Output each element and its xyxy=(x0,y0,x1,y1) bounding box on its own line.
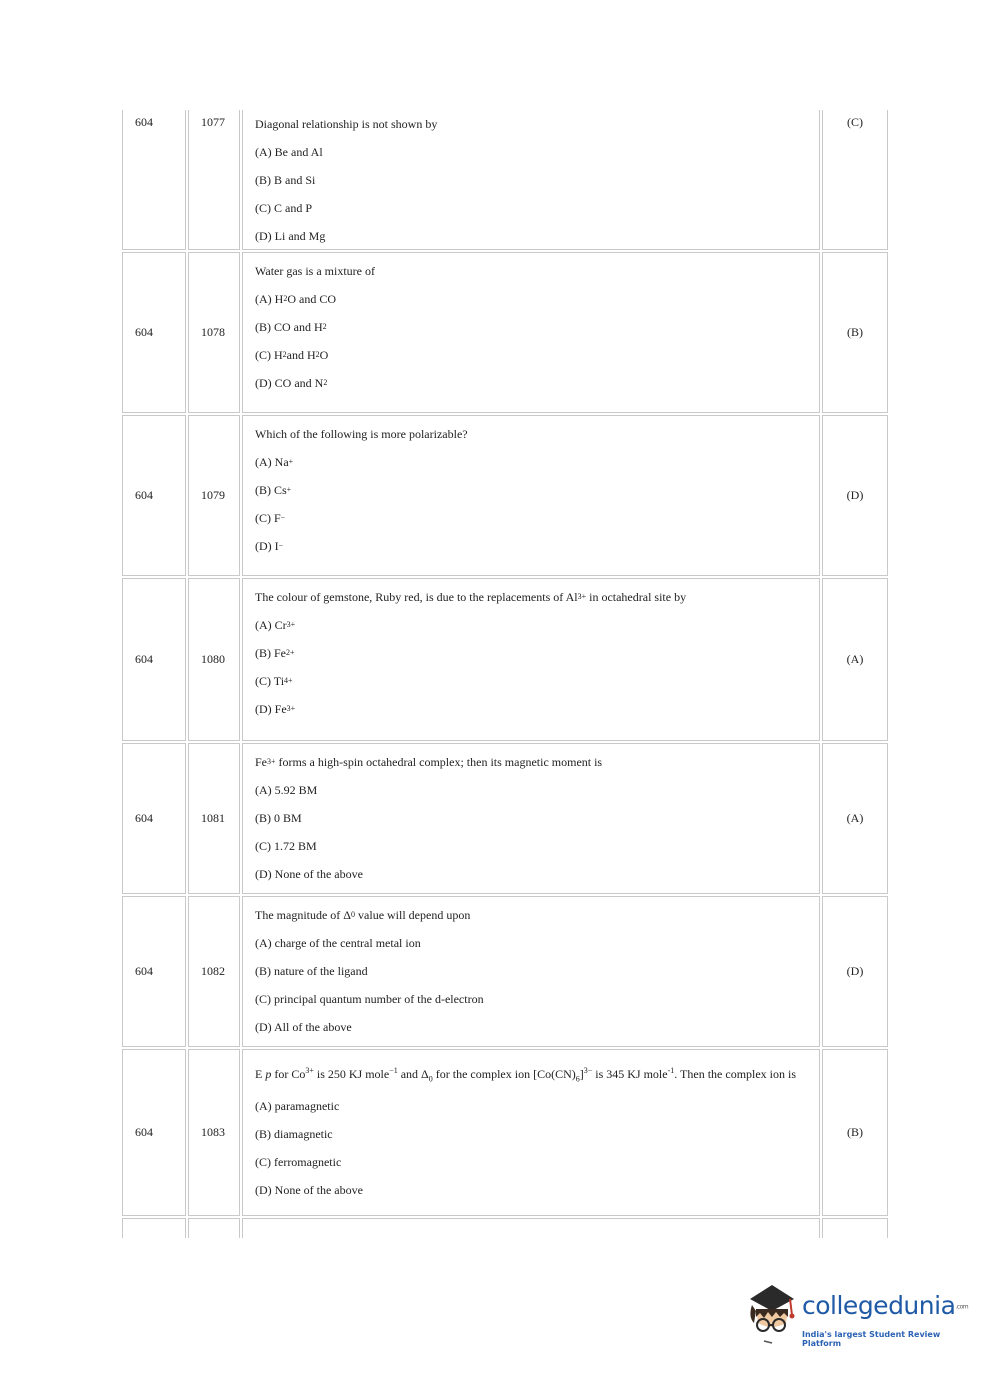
question-number: 1081 xyxy=(188,743,240,894)
answer: (D) xyxy=(822,415,888,576)
table-cell xyxy=(122,1218,186,1238)
answer: (C) xyxy=(822,110,888,250)
option: (C) ferromagnetic xyxy=(255,1154,342,1169)
question-cell xyxy=(242,110,820,250)
paper-code: 604 xyxy=(122,110,186,250)
option: (C) F − xyxy=(255,510,286,525)
question-text: Water gas is a mixture of xyxy=(255,263,375,278)
paper-code: 604 xyxy=(122,252,186,413)
option: (D) CO and N 2 xyxy=(255,375,328,390)
table-cell xyxy=(188,1218,240,1238)
table-cell xyxy=(242,1218,820,1238)
question-cell xyxy=(242,415,820,576)
question-cell xyxy=(242,743,820,894)
brand-name: collegedunia.com xyxy=(802,1291,969,1320)
table-row xyxy=(122,1049,886,1216)
table-cell xyxy=(822,1218,888,1238)
option: (D) Fe 3+ xyxy=(255,701,296,716)
question-text: The colour of gemstone, Ruby red, is due to the replacements of Al 3+ in octahedral site by xyxy=(255,589,687,604)
option: (B) nature of the ligand xyxy=(255,963,368,978)
question-cell xyxy=(242,896,820,1047)
question-text: Which of the following is more polarizable? xyxy=(255,426,468,441)
option: (D) None of the above xyxy=(255,1182,363,1197)
option: (A) H 2 O and CO xyxy=(255,291,336,306)
option: (C) H 2 and H 2 O xyxy=(255,347,329,362)
answer: (A) xyxy=(822,743,888,894)
answer: (B) xyxy=(822,1049,888,1216)
option: (A) paramagnetic xyxy=(255,1098,340,1113)
question-number: 1083 xyxy=(188,1049,240,1216)
question-cell xyxy=(242,1049,820,1216)
table-row xyxy=(122,252,886,413)
table-row xyxy=(122,578,886,741)
option: (A) Cr 3+ xyxy=(255,617,296,632)
table-row xyxy=(122,896,886,1047)
option: (A) Na + xyxy=(255,454,294,469)
option: (D) I − xyxy=(255,538,284,553)
question-text: Fe 3+ forms a high-spin octahedral complex; then its magnetic moment is xyxy=(255,754,603,769)
answer: (D) xyxy=(822,896,888,1047)
option: (D) None of the above xyxy=(255,866,363,881)
question-text: E p for $Co^{3+}$ is 250 KJ mole$^{-1}$ and $\Delta_0$ for the complex ion $[Co(CN)_6]^{3-}$ is 345 KJ mole$^{-1}$. Then the complex ion is xyxy=(255,1065,797,1083)
question-number: 1079 xyxy=(188,415,240,576)
table-row xyxy=(122,415,886,576)
option: (B) B and Si xyxy=(255,172,316,187)
option: (B) CO and H 2 xyxy=(255,319,327,334)
option: (B) diamagnetic xyxy=(255,1126,333,1141)
paper-code: 604 xyxy=(122,743,186,894)
option: (B) 0 BM xyxy=(255,810,302,825)
collegedunia-logo xyxy=(742,1283,972,1353)
question-table xyxy=(122,110,886,1240)
paper-code: 604 xyxy=(122,896,186,1047)
option: (A) 5.92 BM xyxy=(255,782,318,797)
question-number: 1080 xyxy=(188,578,240,741)
question-number: 1078 xyxy=(188,252,240,413)
option: (D) Li and Mg xyxy=(255,228,326,243)
answer: (A) xyxy=(822,578,888,741)
option: (C) principal quantum number of the d-electron xyxy=(255,991,484,1006)
question-number: 1077 xyxy=(188,110,240,250)
option: (B) Fe 2+ xyxy=(255,645,295,660)
option: (C) 1.72 BM xyxy=(255,838,317,853)
question-cell xyxy=(242,252,820,413)
question-text: Diagonal relationship is not shown by xyxy=(255,116,438,131)
option: (C) Ti 4+ xyxy=(255,673,293,688)
option: (A) Be and Al xyxy=(255,144,323,159)
question-number: 1082 xyxy=(188,896,240,1047)
paper-code: 604 xyxy=(122,578,186,741)
table-row xyxy=(122,743,886,894)
option: (A) charge of the central metal ion xyxy=(255,935,421,950)
brand-tagline: India's largest Student Review Platform xyxy=(802,1330,941,1348)
question-cell xyxy=(242,578,820,741)
paper-code: 604 xyxy=(122,1049,186,1216)
question-text: The magnitude of Δ 0 value will depend upon xyxy=(255,907,471,922)
table-row-partial xyxy=(122,1218,886,1238)
paper-code: 604 xyxy=(122,415,186,576)
option: (B) Cs + xyxy=(255,482,292,497)
answer: (B) xyxy=(822,252,888,413)
table-row xyxy=(122,110,886,250)
mascot-icon xyxy=(742,1283,802,1345)
option: (D) All of the above xyxy=(255,1019,352,1034)
option: (C) C and P xyxy=(255,200,312,215)
